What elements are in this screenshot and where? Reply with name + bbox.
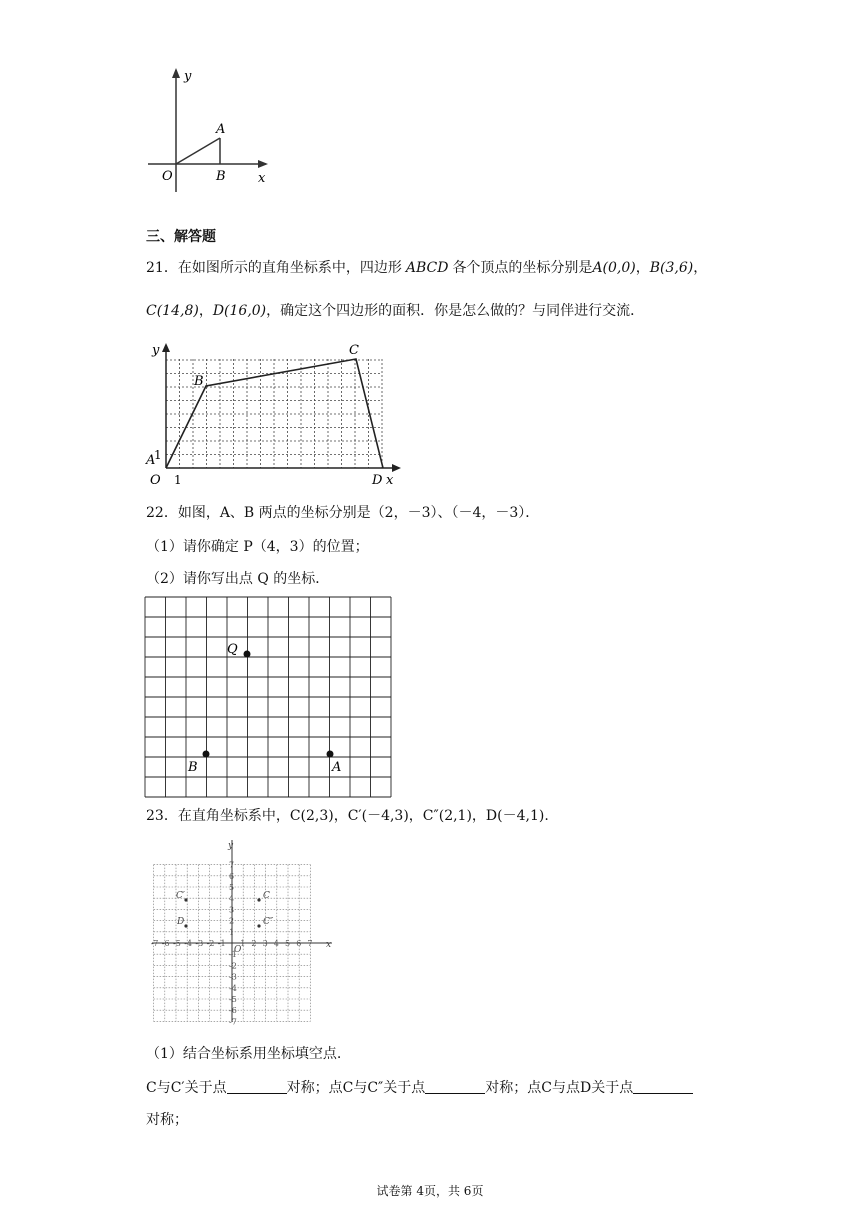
fig20-x-label: x <box>258 171 266 186</box>
q22-point-q <box>244 651 251 658</box>
q21-c-label: C <box>349 343 359 358</box>
q21-y-label: y <box>152 343 160 358</box>
q22-stem: 22．如图，A、B 两点的坐标分别是（2，－3）、（－4，－3）． <box>146 505 540 521</box>
q23-y-tick-label: 4 <box>229 894 235 904</box>
q22-grid <box>145 597 391 797</box>
q23-fill-text-c: 对称；点C与点D关于点 <box>485 1080 634 1096</box>
q23-fill-text-a: C与C′关于点 <box>146 1080 227 1096</box>
q21-b-label: B <box>194 374 204 389</box>
q22-q-label: Q <box>227 642 238 657</box>
q23-y-tick-label: 6 <box>229 871 235 881</box>
q23-y-tick-label: -2 <box>229 961 237 971</box>
q23-x-tick-label: 5 <box>285 939 291 948</box>
q22-part-1: （1）请你确定 P（4，3）的位置； <box>146 539 369 555</box>
q23-x-tick-label: 7 <box>307 939 313 948</box>
q23-x-tick-label: -3 <box>195 939 204 948</box>
q22-b-label: B <box>188 760 198 775</box>
q21-line-1: 21．在如图所示的直角坐标系中，四边形 ABCD 各个顶点的坐标分别是A(0,0)，B(3,6)， <box>146 260 708 276</box>
q23-y-tick-label: 1 <box>229 927 235 937</box>
q23-x-tick-label: 1 <box>240 939 246 948</box>
q23-point-d <box>184 924 187 927</box>
q23-fill-text-b: 对称；点C与C″关于点 <box>286 1080 426 1096</box>
q23-fill-line-2: 对称； <box>146 1112 188 1128</box>
q23-c2-label: C″ <box>263 917 274 927</box>
fig20-y-label: y <box>184 69 192 84</box>
q22-point-b <box>203 751 210 758</box>
q23-c1-label: C′ <box>176 891 185 901</box>
q23-x-tick-label: -2 <box>206 939 215 948</box>
q23-c-label: C <box>263 891 270 901</box>
q23-y-tick-label: -1 <box>229 950 237 960</box>
q23-x-tick-label: -5 <box>173 939 181 948</box>
q22-grid-figure <box>144 596 394 798</box>
q21-x-label: x <box>386 473 394 488</box>
q23-y-label: y <box>228 841 234 851</box>
q21-text-post: ，确定这个四边形的面积．你是怎么做的？与同伴进行交流． <box>266 303 645 319</box>
page-footer: 试卷第 4页，共 6页 <box>376 1184 484 1198</box>
q21-one-x-label: 1 <box>174 473 182 487</box>
q23-y-tick-label: 5 <box>229 883 235 892</box>
q23-coordinate-figure <box>144 836 340 1028</box>
q21-text-mid: 各个顶点的坐标分别是 <box>452 260 593 276</box>
q21-point-c: C(14,8) <box>146 303 199 319</box>
q23-x-tick-label: -1 <box>217 939 226 948</box>
q21-abcd: ABCD <box>405 260 449 276</box>
q23-x-tick-label: 4 <box>273 939 279 948</box>
q22-a-label: A <box>332 760 342 775</box>
q23-x-tick-label: -6 <box>161 939 170 948</box>
q21-d-label: D <box>372 473 383 488</box>
q23-y-tick-label: 3 <box>229 905 235 915</box>
section-heading: 三、解答题 <box>146 229 216 245</box>
q22-point-a <box>327 751 334 758</box>
q23-part-1: （1）结合坐标系用坐标填空点. <box>146 1046 342 1062</box>
q23-blank-2[interactable] <box>425 1079 485 1094</box>
q23-y-tick-label: 2 <box>229 916 235 926</box>
q21-quadrilateral-figure <box>140 338 410 488</box>
q23-y-tick-label: -5 <box>229 995 237 1004</box>
q23-x-tick-label: 2 <box>251 939 257 948</box>
q23-blank-3[interactable] <box>633 1079 693 1094</box>
q23-d-label: D <box>177 917 185 927</box>
q23-y-tick-label: -7 <box>229 1017 237 1027</box>
q23-point-c-double-prime <box>257 924 260 927</box>
q23-x-tick-label: 3 <box>262 939 268 948</box>
q23-x-tick-label: -4 <box>184 939 192 948</box>
q23-x-tick-label: -7 <box>150 939 159 948</box>
q21-point-d: D(16,0) <box>212 303 267 319</box>
q21-line-2: C(14,8)，D(16,0)，确定这个四边形的面积．你是怎么做的？与同伴进行交流． <box>146 303 645 319</box>
q23-fill-line <box>146 1078 693 1098</box>
q23-o-label: O <box>234 945 242 955</box>
fig20-o-label: O <box>162 169 173 184</box>
q23-y-tick-label: -3 <box>229 972 237 982</box>
q23-point-c <box>257 898 260 901</box>
q23-y-tick-label: -4 <box>229 983 237 993</box>
q23-blank-1[interactable] <box>227 1079 287 1094</box>
q23-x-label: x <box>326 940 332 950</box>
q21-point-b: B(3,6) <box>649 260 694 276</box>
q21-a-label: A <box>146 453 156 468</box>
coordinate-figure-oab <box>140 60 280 200</box>
q21-one-y-label: 1 <box>154 448 162 462</box>
q22-part-2: （2）请你写出点 Q 的坐标． <box>146 571 330 587</box>
q23-stem: 23．在直角坐标系中，C(2,3)，C′(－4,3)，C″(2,1)，D(－4,1). <box>146 808 549 824</box>
q23-y-tick-label: -6 <box>229 1006 237 1016</box>
q21-o-label: O <box>150 473 161 488</box>
fig20-a-label: A <box>216 122 226 137</box>
q23-x-tick-label: 6 <box>296 939 302 948</box>
q21-text-pre: 21．在如图所示的直角坐标系中，四边形 <box>146 260 402 276</box>
q23-y-tick-label: 7 <box>229 860 235 870</box>
q21-point-a: A(0,0) <box>592 260 636 276</box>
fig20-b-label: B <box>216 169 226 184</box>
